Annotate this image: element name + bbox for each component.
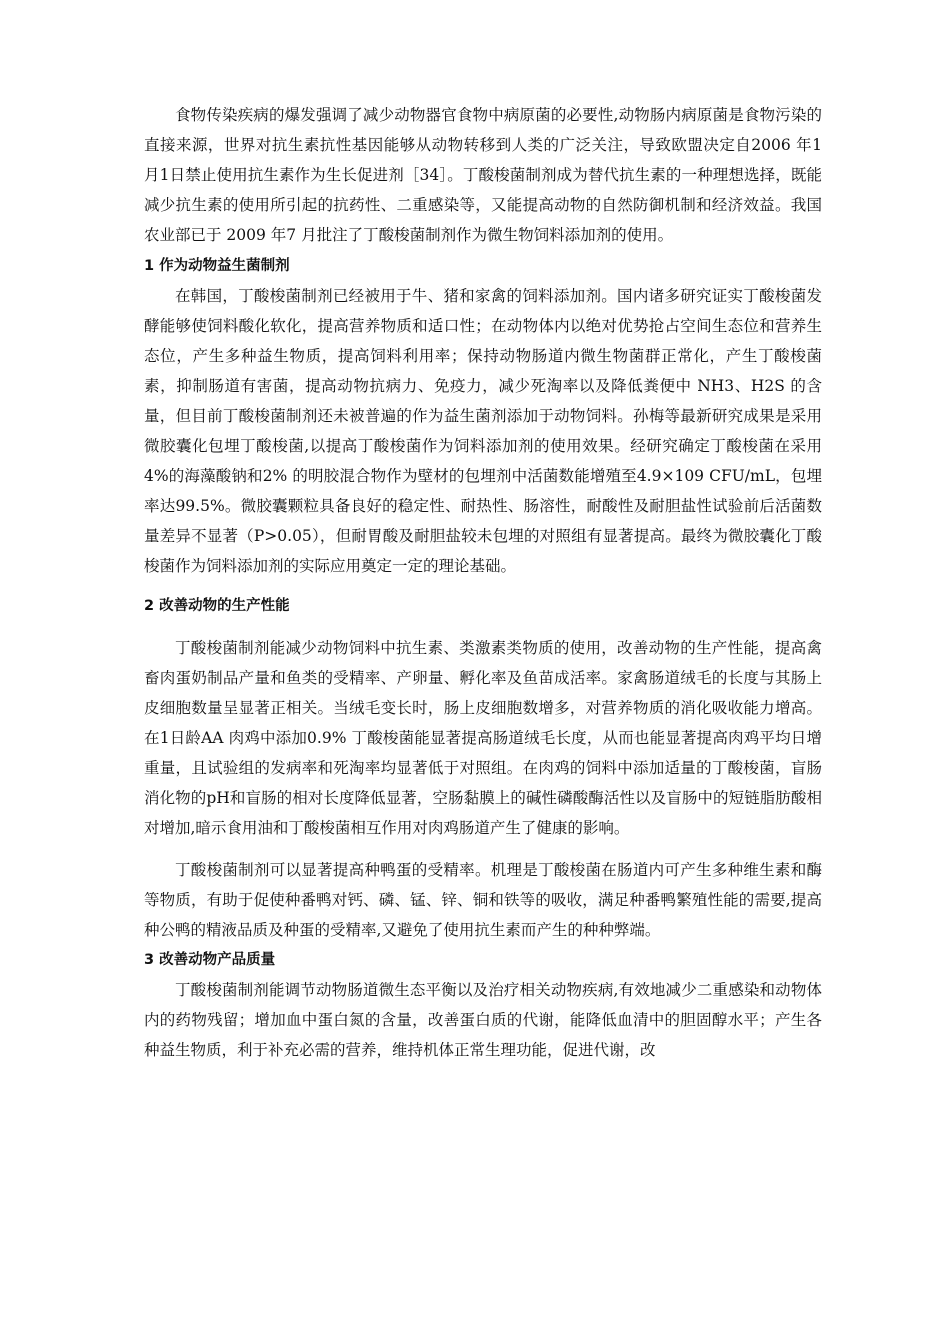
section-heading-1: 1 作为动物益生菌制剂 (144, 258, 290, 274)
document-page (144, 100, 822, 1065)
paragraph-section-1: 在韩国，丁酸梭菌制剂已经被用于牛、猪和家禽的饲料添加剂。国内诸多研究证实丁酸梭菌发酵能够使饲料酸化软化，提高营养物质和适口性；在动物体内以绝对优势抢占空间生态位和营养生态位，产生多种益生物质，提高饲料利用率；保持动物肠道内微生物菌群正常化，产生丁酸梭菌素，抑制肠道有害菌，提高动物抗病力、免疫力，减少死淘率以及降低粪便中 NH3、H2S 的含量，但目前丁酸梭菌制剂还未被普遍的作为益生菌剂添加于动物饲料。孙梅等最新研究成果是采用微胶囊化包埋丁酸梭菌,以提高丁酸梭菌作为饲料添加剂的使用效果。经研究确定丁酸梭菌在采用4%的海藻酸钠和2% 的明胶混合物作为壁材的包埋剂中活菌数能增殖至4.9×109 CFU/mL，包埋率达99.5%。微胶囊颗粒具备良好的稳定性、耐热性、肠溶性，耐酸性及耐胆盐性试验前后活菌数量差异不显著（P>0.05），但耐胃酸及耐胆盐较未包埋的对照组有显著提高。最终为微胶囊化丁酸梭菌作为饲料添加剂的实际应用奠定一定的理论基础。 (144, 287, 822, 575)
section-heading-3: 3 改善动物产品质量 (144, 952, 276, 968)
paragraph-intro: 食物传染疾病的爆发强调了减少动物器官食物中病原菌的必要性,动物肠内病原菌是食物污染的直接来源，世界对抗生素抗性基因能够从动物转移到人类的广泛关注，导致欧盟决定自2006 年1 月1日禁止使用抗生素作为生长促进剂［34］。丁酸梭菌制剂成为替代抗生素的一种理想选择，既能减少抗生素的使用所引起的抗药性、二重感染等，又能提高动物的自然防御机制和经济效益。我国农业部已于 2009 年7 月批注了丁酸梭菌制剂作为微生物饲料添加剂的使用。 (144, 106, 822, 244)
paragraph-section-2b: 丁酸梭菌制剂可以显著提高种鸭蛋的受精率。机理是丁酸梭菌在肠道内可产生多种维生素和酶等物质，有助于促使种番鸭对钙、磷、锰、锌、铜和铁等的吸收，满足种番鸭繁殖性能的需要,提高种公鸭的精液品质及种蛋的受精率,又避免了使用抗生素而产生的种种弊端。 (144, 861, 822, 939)
paragraph-section-3: 丁酸梭菌制剂能调节动物肠道微生态平衡以及治疗相关动物疾病,有效地减少二重感染和动物体内的药物残留；增加血中蛋白氮的含量，改善蛋白质的代谢，能降低血清中的胆固醇水平；产生各种益生物质，利于补充必需的营养，维持机体正常生理功能，促进代谢，改 (144, 981, 822, 1059)
paragraph-section-2a: 丁酸梭菌制剂能减少动物饲料中抗生素、类激素类物质的使用，改善动物的生产性能，提高禽畜肉蛋奶制品产量和鱼类的受精率、产卵量、孵化率及鱼苗成活率。家禽肠道绒毛的长度与其肠上皮细胞数量呈显著正相关。当绒毛变长时，肠上皮细胞数增多，对营养物质的消化吸收能力增高。在1日龄AA 肉鸡中添加0.9% 丁酸梭菌能显著提高肠道绒毛长度，从而也能显著提高肉鸡平均日增重量，且试验组的发病率和死淘率均显著低于对照组。在肉鸡的饲料中添加适量的丁酸梭菌，盲肠消化物的pH和盲肠的相对长度降低显著，空肠黏膜上的碱性磷酸酶活性以及盲肠中的短链脂肪酸相对增加,暗示食用油和丁酸梭菌相互作用对肉鸡肠道产生了健康的影响。 (144, 639, 822, 837)
section-heading-2: 2 改善动物的生产性能 (144, 598, 290, 614)
